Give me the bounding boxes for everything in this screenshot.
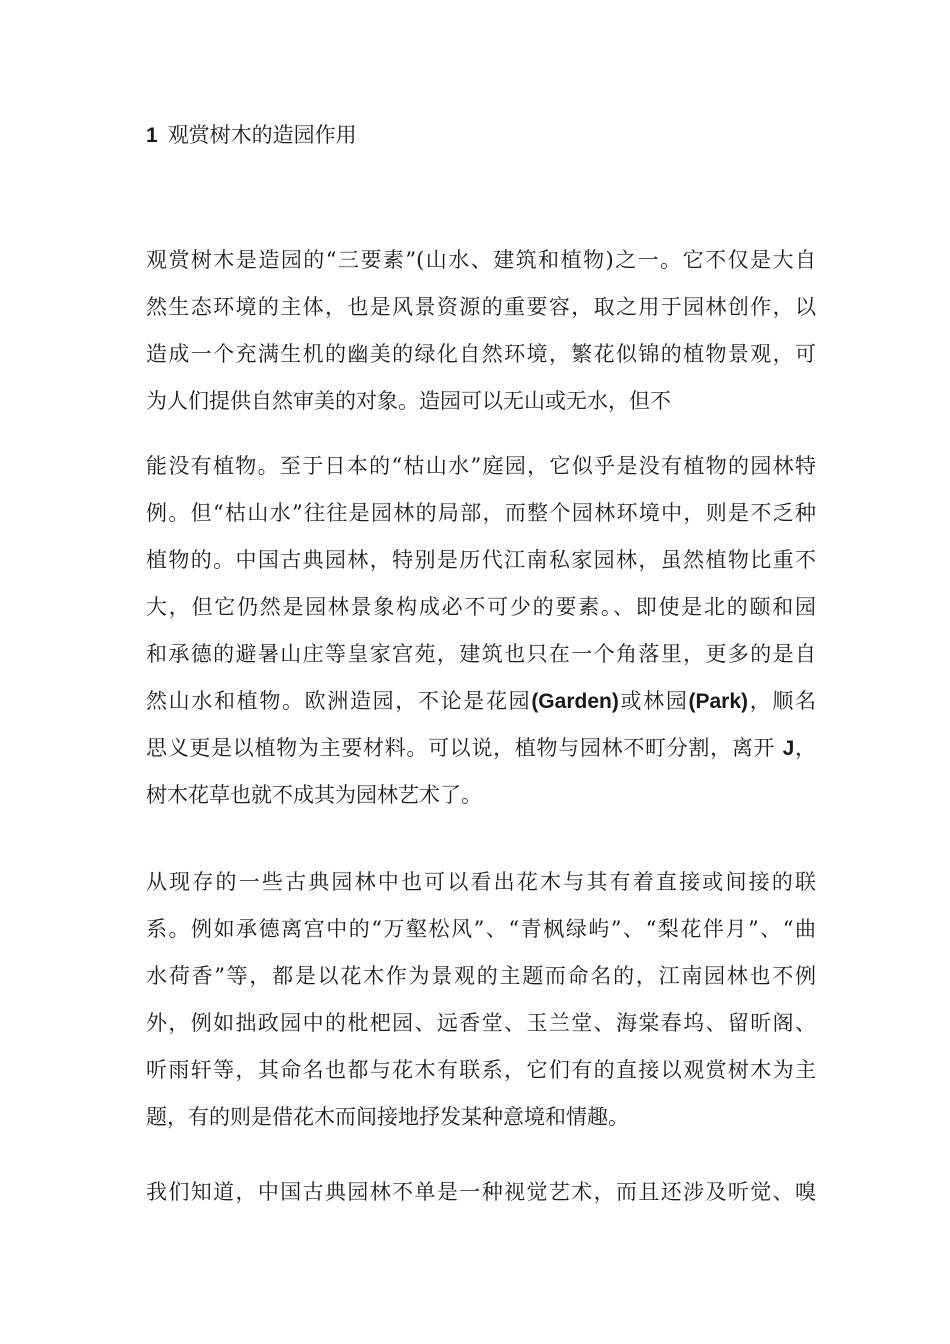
- text-line: 从现存的一些古典园林中也可以看出花木与其有着直接或间接的联: [146, 870, 816, 894]
- text-line: 然山水和植物。欧洲造园，不论是花园(Garden)或林园(Park)，顺名: [146, 689, 817, 713]
- text-line: 和承德的避暑山庄等皇家宫苑，建筑也只在一个角落里，更多的是自: [146, 642, 816, 666]
- text-line: 然生态环境的主体，也是风景资源的重要容，取之用于园林创作，以: [146, 295, 816, 319]
- text-line: 例。但“枯山水”往往是园林的局部，而整个园林环境中，则是不乏种: [146, 501, 816, 525]
- text-line: 大，但它仍然是园林景象构成必不可少的要素。、即使是北的颐和园: [146, 595, 816, 619]
- text-line: 能没有植物。至于日本的“枯山水”庭园，它似乎是没有植物的园林特: [146, 454, 816, 478]
- text-line: 水荷香”等，都是以花木作为景观的主题而命名的，江南园林也不例: [146, 964, 816, 988]
- text-line: 我们知道，中国古典园林不单是一种视觉艺术，而且还涉及听觉、嗅: [146, 1180, 816, 1204]
- section-number: 1: [146, 124, 158, 147]
- text-line: 思义更是以植物为主要材料。可以说，植物与园林不町分割，离开 J，: [146, 736, 816, 760]
- paragraph-4: [146, 1169, 816, 1216]
- section-heading: [146, 120, 357, 151]
- text-line: 树木花草也就不成其为园林艺术了。: [146, 783, 482, 807]
- paragraph-2: [146, 443, 816, 819]
- text-line: 听雨轩等，其命名也都与花木有联系，它们有的直接以观赏树木为主: [146, 1058, 816, 1082]
- text-line: 植物的。中国古典园林，特别是历代江南私家园林，虽然植物比重不: [146, 548, 816, 572]
- text-line: 为人们提供自然审美的对象。造园可以无山或无水，但不: [146, 389, 671, 413]
- text-line: 系。例如承德离宫中的“万壑松风”、“青枫绿屿”、“梨花伴月”、“曲: [146, 917, 816, 941]
- paragraph-1: [146, 237, 816, 425]
- text-line: 外，例如拙政园中的枇杷园、远香堂、玉兰堂、海棠春坞、留昕阁、: [146, 1011, 816, 1035]
- section-title: 观赏树木的造园作用: [167, 123, 357, 147]
- text-line: 题，有的则是借花木而间接地抒发某种意境和情趣。: [146, 1105, 629, 1129]
- paragraph-3: [146, 859, 816, 1141]
- text-line: 造成一个充满生机的幽美的绿化自然环境，繁花似锦的植物景观，可: [146, 342, 816, 366]
- text-line: 观赏树木是造园的“三要素”(山水、建筑和植物)之一。它不仅是大自: [146, 248, 816, 272]
